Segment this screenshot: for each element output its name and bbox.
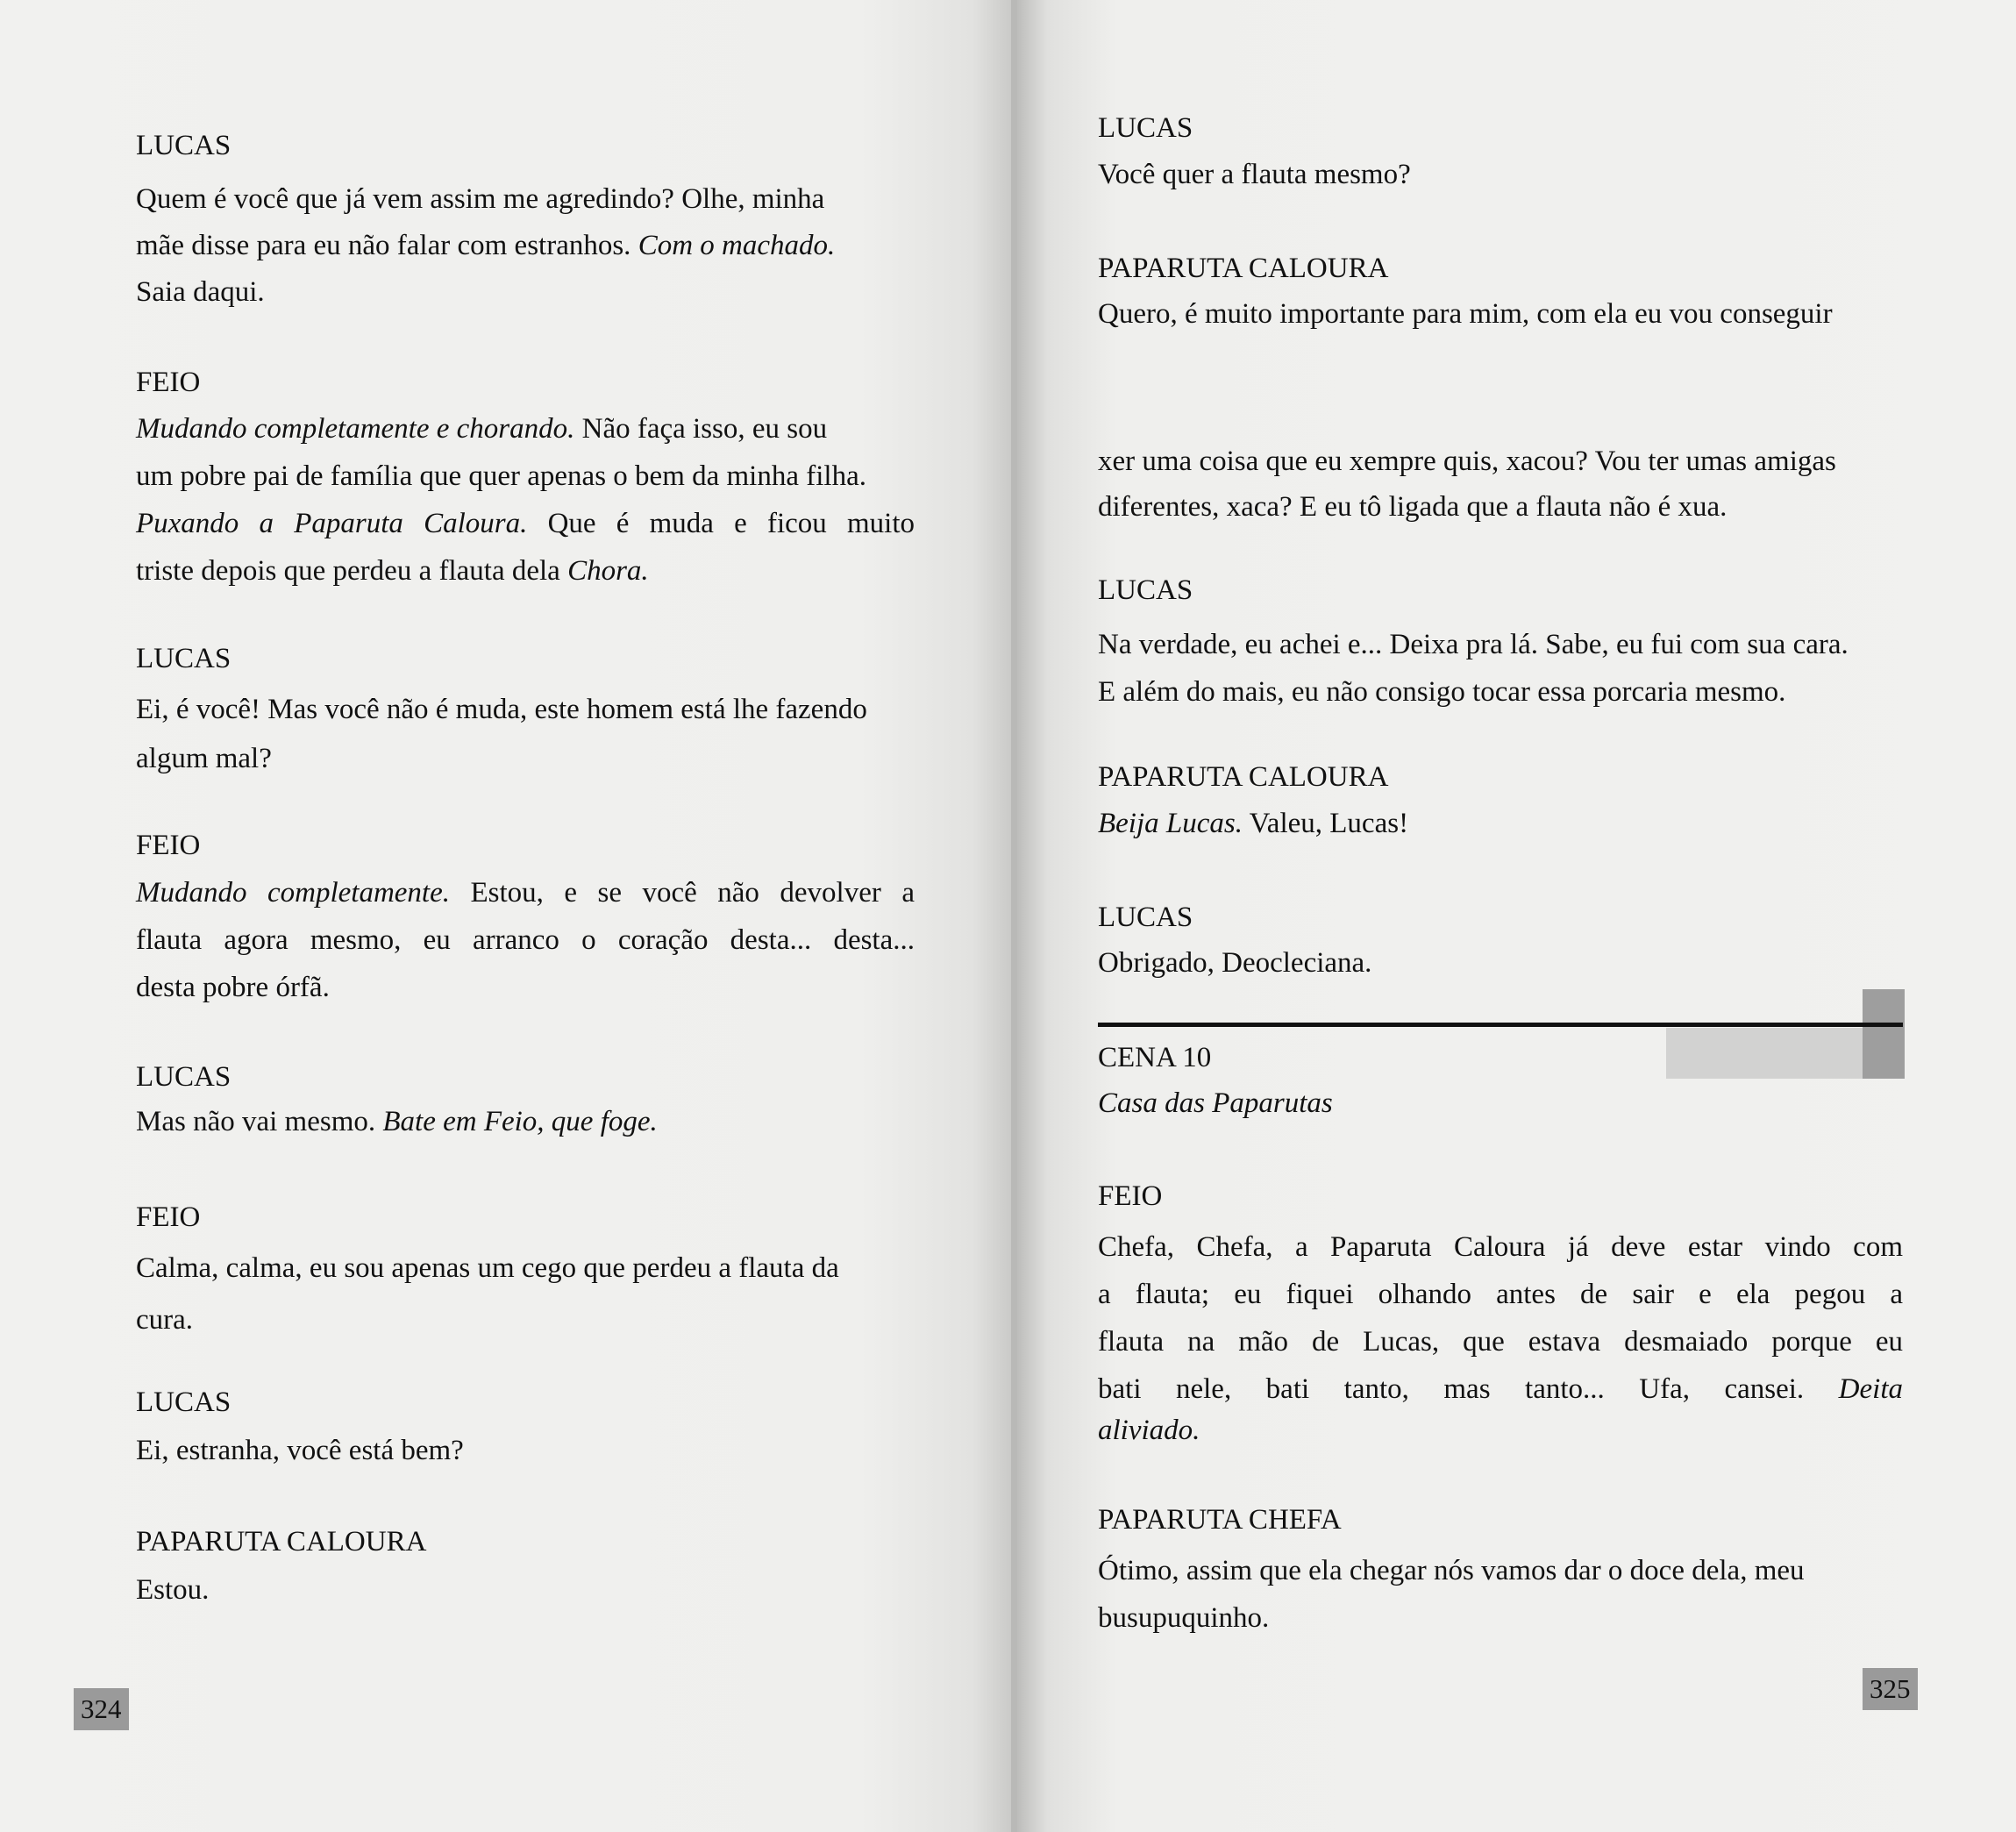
- dialogue-line: Mudando completamente e chorando. Não faça isso, eu sou: [136, 413, 828, 445]
- dialogue-line: Mudando completamente. Estou, e se você não devolver a: [136, 877, 915, 909]
- stage-direction: Chora.: [567, 555, 649, 587]
- scene-title: CENA 10: [1098, 1042, 1212, 1073]
- speaker-name: LUCAS: [136, 130, 232, 161]
- dialogue: [1098, 438, 1903, 530]
- speaker-name: FEIO: [136, 367, 201, 398]
- stage-direction: aliviado.: [1098, 1415, 1200, 1446]
- dialogue-line: Puxando a Paparuta Caloura. Que é muda e ficou muito: [136, 508, 915, 539]
- dialogue-line: Ótimo, assim que ela chegar nós vamos dar o doce dela, meu: [1098, 1555, 1805, 1586]
- speaker-name: FEIO: [136, 830, 201, 861]
- dialogue-line: algum mal?: [136, 743, 272, 774]
- dialogue: [136, 176, 915, 316]
- dialogue-line: diferentes, xaca? E eu tô ligada que a flauta não é xua.: [1098, 491, 1727, 523]
- dialogue-line: triste depois que perdeu a flauta dela Chora.: [136, 555, 649, 587]
- dialogue: Ei, estranha, você está bem?: [136, 1435, 464, 1466]
- scene-header-shading: [1863, 989, 1905, 1079]
- scene-location: Casa das Paparutas: [1098, 1087, 1333, 1119]
- speaker-name: FEIO: [136, 1201, 201, 1233]
- dialogue-line: Calma, calma, eu sou apenas um cego que perdeu a flauta da: [136, 1252, 839, 1284]
- dialogue: [136, 1243, 915, 1346]
- dialogue: Você quer a flauta mesmo?: [1098, 159, 1411, 190]
- dialogue-line: [1098, 1413, 1903, 1448]
- dialogue: [1098, 1547, 1903, 1642]
- dialogue: Obrigado, Deocleciana.: [1098, 947, 1372, 979]
- dialogue-line: cura.: [136, 1304, 194, 1336]
- dialogue-line: busupuquinho.: [1098, 1602, 1270, 1634]
- speaker-name: LUCAS: [136, 643, 232, 674]
- stage-direction: Puxando a Paparuta Caloura.: [136, 508, 528, 539]
- page-number: 324: [74, 1688, 129, 1730]
- dialogue-line: desta pobre órfã.: [136, 972, 330, 1003]
- page-number: 325: [1863, 1668, 1918, 1710]
- dialogue-line: xer uma coisa que eu xempre quis, xacou? Vou ter umas amigas: [1098, 446, 1836, 477]
- dialogue-line: Saia daqui.: [136, 276, 265, 308]
- speaker-name: PAPARUTA CALOURA: [136, 1526, 427, 1558]
- scene-header-shading: [1666, 1028, 1863, 1079]
- dialogue: [1098, 621, 1903, 716]
- speaker-name: LUCAS: [1098, 112, 1193, 144]
- dialogue: [1098, 1223, 1903, 1448]
- stage-direction: Mudando completamente.: [136, 877, 450, 909]
- dialogue-line: Ei, é você! Mas você não é muda, este homem está lhe fazendo: [136, 694, 867, 725]
- speaker-name: LUCAS: [1098, 574, 1193, 606]
- dialogue-line: Na verdade, eu achei e... Deixa pra lá. Sabe, eu fui com sua cara.: [1098, 629, 1849, 660]
- dialogue-line: Quem é você que já vem assim me agredindo? Olhe, minha: [136, 183, 825, 215]
- dialogue: Estou.: [136, 1574, 210, 1606]
- dialogue-line: mãe disse para eu não falar com estranhos. Com o machado.: [136, 230, 836, 261]
- dialogue-line: flauta na mão de Lucas, que estava desmaiado porque eu: [1098, 1326, 1903, 1358]
- speaker-name: FEIO: [1098, 1180, 1163, 1212]
- dialogue-line: um pobre pai de família que quer apenas o bem da minha filha.: [136, 460, 866, 492]
- dialogue-line: Quero, é muito importante para mim, com ela eu vou conseguir: [1098, 298, 1833, 330]
- dialogue: [136, 869, 915, 1011]
- stage-direction: Beija Lucas.: [1098, 808, 1243, 839]
- dialogue-line: a flauta; eu fiquei olhando antes de sair e ela pegou a: [1098, 1279, 1903, 1310]
- dialogue-line: Chefa, Chefa, a Paparuta Caloura já deve estar vindo com: [1098, 1231, 1903, 1263]
- dialogue: Beija Lucas. Valeu, Lucas!: [1098, 808, 1409, 839]
- speaker-name: PAPARUTA CHEFA: [1098, 1504, 1342, 1536]
- speaker-name: PAPARUTA CALOURA: [1098, 761, 1389, 793]
- stage-direction: Com o machado.: [638, 230, 836, 261]
- stage-direction: Deita: [1838, 1373, 1903, 1405]
- dialogue: Mas não vai mesmo. Bate em Feio, que foge.: [136, 1106, 658, 1137]
- speaker-name: PAPARUTA CALOURA: [1098, 253, 1389, 284]
- speaker-name: LUCAS: [136, 1061, 232, 1093]
- dialogue-line: flauta agora mesmo, eu arranco o coração desta... desta...: [136, 924, 915, 956]
- stage-direction: Mudando completamente e chorando.: [136, 413, 575, 445]
- dialogue: [136, 685, 915, 783]
- stage-direction: Bate em Feio, que foge.: [382, 1106, 658, 1137]
- scene-divider: [1098, 1023, 1903, 1027]
- speaker-name: LUCAS: [136, 1386, 232, 1418]
- dialogue-line: bati nele, bati tanto, mas tanto... Ufa, cansei. Deita: [1098, 1373, 1903, 1405]
- dialogue: [136, 405, 915, 595]
- dialogue-line: E além do mais, eu não consigo tocar essa porcaria mesmo.: [1098, 676, 1786, 708]
- speaker-name: LUCAS: [1098, 902, 1193, 933]
